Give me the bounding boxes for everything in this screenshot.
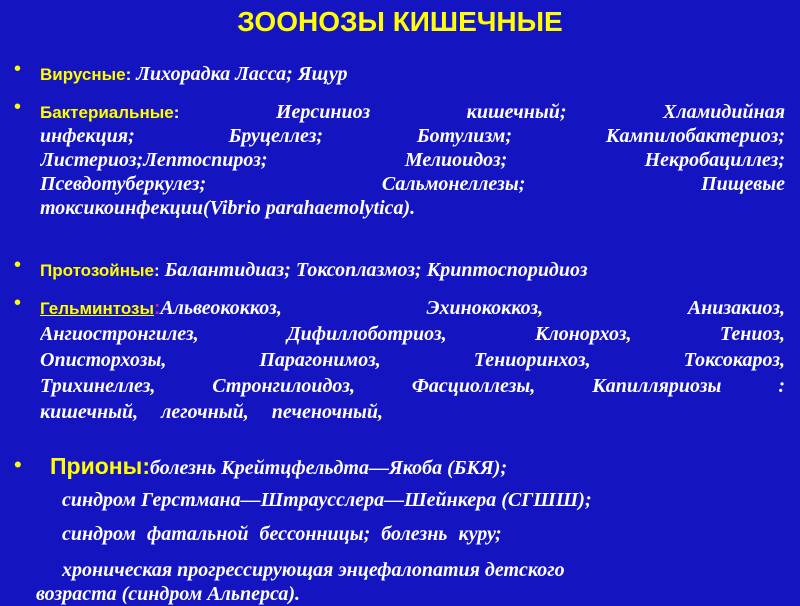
bacterial-line-3: Листериоз;Лептоспироз; Мелиоидоз; Некробациллез;	[40, 149, 785, 171]
protozoal-item	[40, 258, 785, 283]
bullet-icon: •	[14, 292, 22, 314]
helminth-line-2: Ангиостронгилез, Дифиллоботриоз, Клонорхоз, Тениоз,	[40, 323, 785, 345]
bacterial-line-1	[40, 100, 785, 124]
viral-label: Вирусные	[40, 65, 126, 84]
prion-line-3: синдром фатальной бессонницы; болезнь куру;	[62, 523, 502, 545]
bacterial-colon: :	[173, 103, 180, 122]
prion-label: Прионы	[50, 453, 143, 479]
helminth-line-4: Трихинеллез, Стронгилоидоз, Фасциоллезы, Капилляриозы :	[40, 375, 785, 397]
prion-text-1: болезнь Крейтцфельдта—Якоба (БКЯ);	[149, 457, 508, 479]
helminth-line-5: кишечный, легочный, печеночный,	[40, 401, 384, 423]
protozoal-text: Балантидиаз; Токсоплазмоз; Криптоспоридиоз	[159, 259, 588, 281]
prion-line-4: хроническая прогрессирующая энцефалопатия детского	[62, 559, 565, 581]
bullet-icon: •	[14, 254, 22, 276]
prion-line-1	[50, 452, 770, 482]
helminth-colon: :	[154, 298, 161, 319]
prion-line-5: возраста (синдром Альперса).	[36, 583, 301, 605]
slide-title: ЗООНОЗЫ КИШЕЧНЫЕ	[237, 6, 563, 37]
bacterial-line-4: Псевдотуберкулез; Сальмонеллезы; Пищевые	[40, 173, 785, 195]
helminth-line-3: Описторхозы, Парагонимоз, Тениоринхоз, Токсокароз,	[40, 349, 785, 371]
bacterial-label: Бактериальные	[40, 103, 174, 122]
protozoal-colon: :	[153, 261, 160, 280]
viral-text: Лихорадка Ласса; Ящур	[131, 63, 348, 85]
helminth-line-1	[40, 296, 785, 320]
bullet-icon: •	[14, 452, 22, 477]
bacterial-text-1: Иерсиниоз кишечный; Хламидийная	[275, 101, 785, 123]
prion-line-2: синдром Герстмана—Штраусслера—Шейнкера (СГШШ);	[62, 489, 592, 511]
protozoal-label: Протозойные	[40, 261, 154, 280]
bullet-icon: •	[14, 58, 22, 80]
prion-colon: :	[142, 453, 150, 479]
bullet-icon: •	[14, 96, 22, 118]
viral-colon: :	[125, 65, 132, 84]
helminth-label: Гельминтозы	[40, 299, 155, 318]
bacterial-line-2: инфекция; Бруцеллез; Ботулизм; Кампилобактериоз;	[40, 125, 785, 147]
bacterial-line-5: токсикоинфекции(Vibrio parahaemolytica).	[40, 197, 416, 219]
helminth-text-1: Альвеококкоз, Эхинококкоз, Анизакиоз,	[160, 297, 785, 319]
viral-item	[40, 62, 785, 87]
